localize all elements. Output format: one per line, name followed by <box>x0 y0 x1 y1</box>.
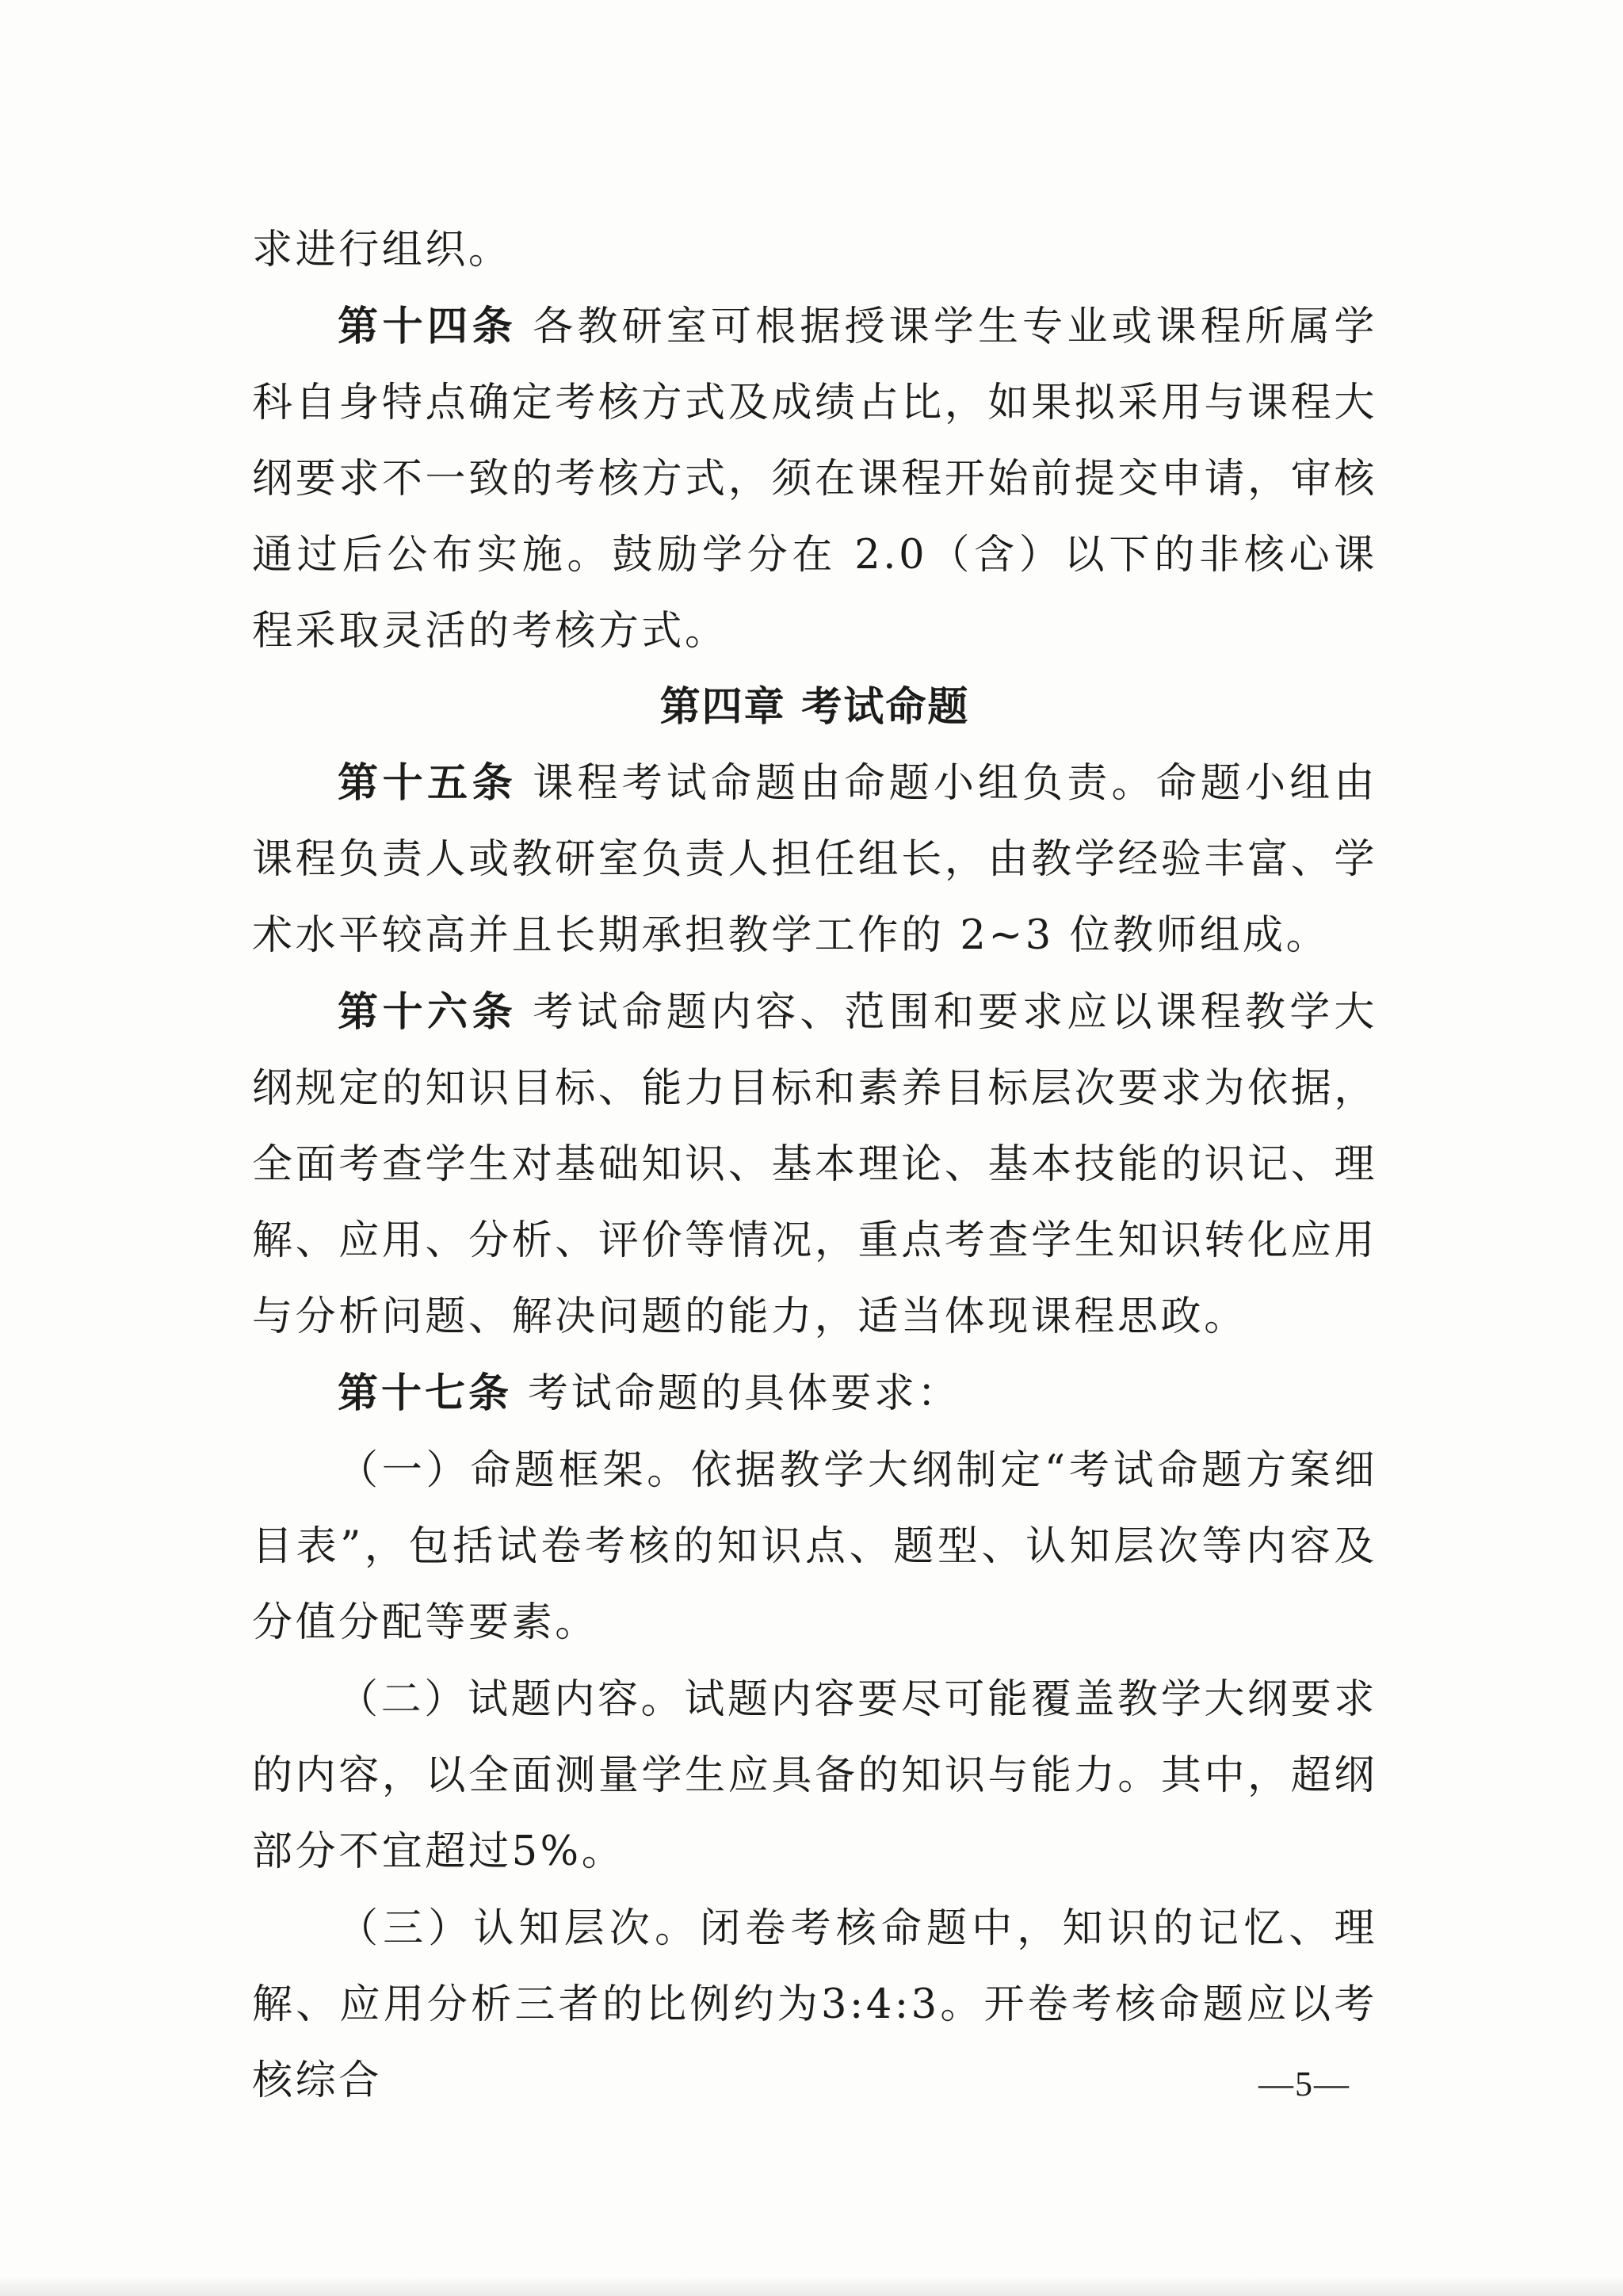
article-17-paragraph <box>252 1356 1377 1432</box>
continuation-paragraph: 求进行组织。 <box>252 227 512 273</box>
article-15-text: 课程考试命题由命题小组负责。命题小组由课程负责人或教研室负责人担任组长，由教学经验丰富、学术水平较高并且长期承担教学工作的 2~3 位教师组成。 <box>252 760 1377 959</box>
article-15-paragraph <box>252 746 1377 974</box>
document-body <box>252 212 1377 2119</box>
article-17-text: 考试命题的具体要求： <box>528 1370 961 1417</box>
article-16-text: 考试命题内容、范围和要求应以课程教学大纲规定的知识目标、能力目标和素养目标层次要求为依据，全面考查学生对基础知识、基本理论、基本技能的识记、理解、应用、分析、评价等情况，重点考查学生知识转化应用与分析问题、解决问题的能力，适当体现课程思政。 <box>252 989 1377 1340</box>
page-number: —5— <box>1258 2065 1350 2103</box>
article-16-number: 第十六条 <box>338 989 517 1036</box>
item-3-paragraph: （三）认知层次。闭卷考核命题中，知识的记忆、理解、应用分析三者的比例约为3:4:3。开卷考核命题应以考核综合 <box>252 1905 1377 2104</box>
article-16-paragraph <box>252 975 1377 1355</box>
article-17-number: 第十七条 <box>338 1370 513 1417</box>
scan-edge-shadow <box>0 2276 1623 2296</box>
chapter-4-title: 第四章 考试命题 <box>659 684 970 731</box>
item-1-paragraph: （一）命题框架。依据教学大纲制定“考试命题方案细目表”，包括试卷考核的知识点、题型、认知层次等内容及分值分配等要素。 <box>252 1447 1377 1646</box>
article-14-paragraph <box>252 289 1377 670</box>
item-2-paragraph: （二）试题内容。试题内容要尽可能覆盖教学大纲要求的内容，以全面测量学生应具备的知识与能力。其中，超纲部分不宜超过5%。 <box>252 1676 1377 1875</box>
article-14-number: 第十四条 <box>338 304 517 350</box>
article-15-number: 第十五条 <box>338 760 517 807</box>
article-14-text: 各教研室可根据授课学生专业或课程所属学科自身特点确定考核方式及成绩占比，如果拟采用与课程大纲要求不一致的考核方式，须在课程开始前提交申请，审核通过后公布实施。鼓励学分在 2.0（含）以下的非核心课程采取灵活的考核方式。 <box>252 304 1377 655</box>
